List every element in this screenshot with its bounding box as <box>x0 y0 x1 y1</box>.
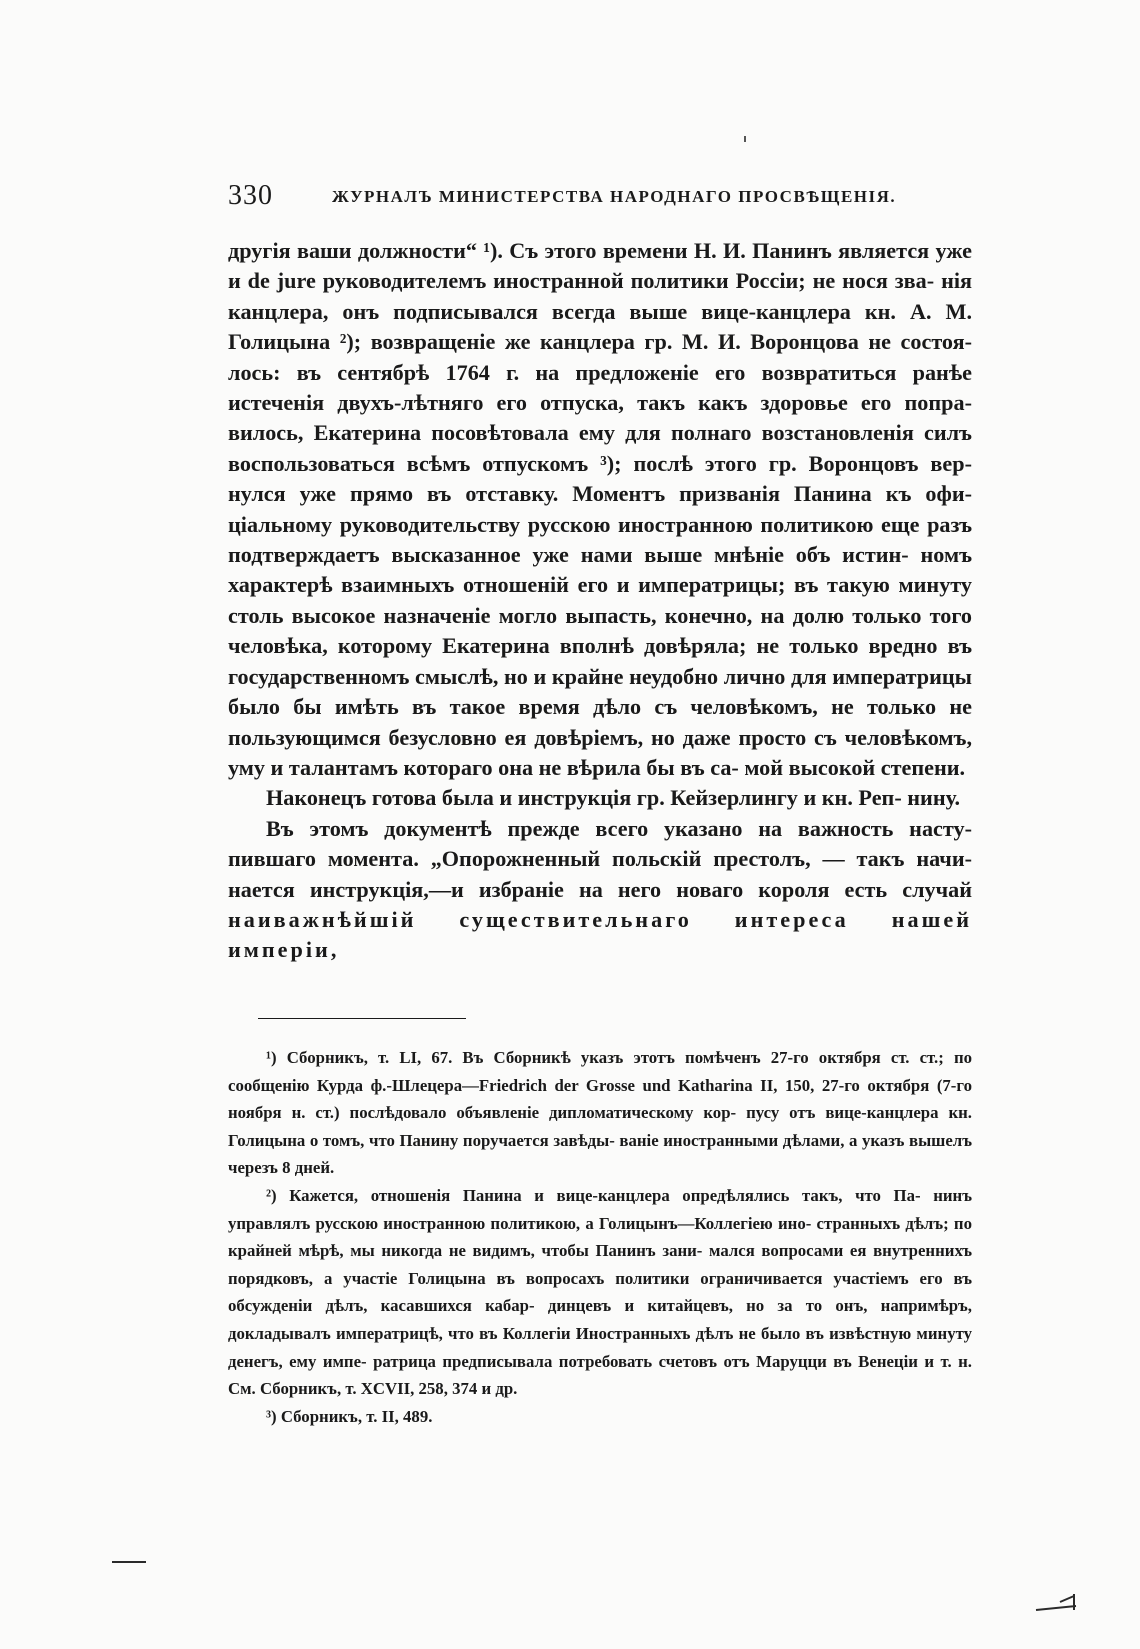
text-line: нается инструкція,—и избраніе на него новаго короля есть случай <box>228 876 972 902</box>
text-line: императрицы было бы имѣть въ такое время дѣло съ человѣкомъ, <box>228 663 973 720</box>
page-number: 330 <box>228 180 273 211</box>
footnote-line: мался вопросами ея внутреннихъ порядковъ, а участіе Голицына въ вопросахъ <box>228 1241 972 1288</box>
text-line: истеченія двухъ-лѣтняго его отпуска, такъ какъ здоровье его попра- <box>228 390 972 416</box>
paragraph <box>228 814 972 966</box>
footnote <box>228 1182 972 1403</box>
text-line: другія ваши должности“ ¹). Съ этого времени Н. И. Панинъ является <box>228 238 930 263</box>
text-line: только того человѣка, которому Екатерина вполнѣ довѣряла; не только <box>228 602 972 659</box>
footnote-line: ваніе иностранными дѣлами, а указъ вышелъ черезъ 8 дней. <box>228 1130 972 1178</box>
text-line: ціальному руководительству русскою иностранною политикою еще <box>228 511 920 537</box>
body-text <box>228 236 972 966</box>
text-line: пившаго момента. „Опорожненный польскій престолъ, — такъ начи- <box>228 846 972 872</box>
footnote-line: нинъ управлялъ русскою иностранною политикою, а Голицынъ—Коллегіею ино- <box>228 1185 972 1233</box>
footnote-line: по сообщенію Курда ф.-Шлецера—Friedrich der Grosse und Katharina II, 150, <box>228 1048 972 1095</box>
text-line: нія канцлера, онъ подписывался всегда выше вице-канцлера кн. А. М. <box>228 268 973 324</box>
text-line: съ человѣкомъ, уму и талантамъ котораго она не вѣрила бы въ са- <box>228 724 973 780</box>
text-line: вредно въ государственномъ смыслѣ, но и крайне неудобно лично для <box>228 633 973 689</box>
footnote-line: странныхъ дѣлъ; по крайней мѣрѣ, мы никогда не видимъ, чтобы Панинъ зани- <box>228 1213 972 1261</box>
text-line: нулся уже прямо въ отставку. Моментъ призванія Панина къ офи- <box>228 481 972 507</box>
paragraph <box>228 783 972 813</box>
text-line: номъ характерѣ взаимныхъ отношеній его и императрицы; въ такую <box>228 542 973 598</box>
footnote-line: въ Коллегіи Иностранныхъ дѣлъ не было въ извѣстную минуту денегъ, ему импе- <box>228 1323 972 1371</box>
text-line: разъ подтверждаетъ высказанное уже нами выше мнѣніе объ истин- <box>228 511 972 568</box>
scan-dash-mark <box>112 1561 146 1563</box>
text-line: воспользоваться всѣмъ отпускомъ ³); послѣ этого гр. Воронцовъ вер- <box>228 450 972 476</box>
text-line: Голицына ²); возвращеніе же канцлера гр. М. И. Воронцова не состоя- <box>228 329 972 355</box>
text-line: лось: въ сентябрѣ 1764 г. на предложеніе его возвратиться ранѣе <box>228 359 972 385</box>
footnote-line: динцевъ и китайцевъ, но за то онъ, напримѣръ, докладывалъ императрицѣ, что <box>228 1296 973 1343</box>
scan-speck <box>744 136 746 142</box>
footnote-line: ратрица предписывала потребовать счетовъ отъ Маруцци въ Венеціи и т. н. См. <box>228 1351 972 1399</box>
footnote-separator <box>258 1018 466 1019</box>
footnote-line: ²) Кажется, отношенія Панина и вице-канцлера опредѣлялись такъ, что Па- <box>266 1185 921 1205</box>
text-line: Наконецъ готова была и инструкція гр. Кейзерлингу и кн. Реп- <box>266 785 902 811</box>
footnote <box>228 1044 972 1182</box>
text-line: наиважнѣйшій существительнаго интереса нашей имперіи, <box>228 906 972 963</box>
text-line: нину. <box>907 785 961 811</box>
text-line: вилось, Екатерина посовѣтовала ему для полнаго возстановленія силъ <box>228 420 972 446</box>
paragraph <box>228 236 972 783</box>
footnotes <box>228 1044 972 1430</box>
footnote-line: Сборникъ, т. XCVII, 258, 374 и др. <box>259 1379 518 1399</box>
footnote-line: политики ограничивается участіемъ его въ обсужденіи дѣлъ, касавшихся кабар- <box>228 1268 972 1316</box>
footnote-line: ³) Сборникъ, т. II, 489. <box>266 1406 433 1426</box>
text-line: мой высокой степени. <box>744 754 966 780</box>
text-line: Въ этомъ документѣ прежде всего указано на важность насту- <box>266 815 972 841</box>
text-line: не только не пользующимся безусловно ея довѣріемъ, но даже просто <box>228 694 972 750</box>
footnote <box>228 1403 972 1431</box>
running-header <box>228 180 990 216</box>
footnote-line: ¹) Сборникъ, т. LI, 67. Въ Сборникѣ указъ этотъ помѣченъ 27-го октября ст. ст.; <box>266 1048 944 1067</box>
footnote-line: 27-го октября (7-го ноября н. ст.) послѣдовало объявленіе дипломатическому кор- <box>228 1075 972 1123</box>
footnote-line: пусу отъ вице-канцлера кн. Голицына о томъ, что Панину поручается завѣды- <box>228 1103 972 1150</box>
scan-corner-mark <box>1034 1590 1078 1614</box>
running-title: ЖУРНАЛЪ МИНИСТЕРСТВА НАРОДНАГО ПРОСВѢЩЕНІЯ. <box>332 187 897 206</box>
text-line: минуту столь высокое назначеніе могло выпасть, конечно, на долю <box>228 572 972 628</box>
text-line: уже и de jure руководителемъ иностранной политики Россіи; не нося зва- <box>228 238 972 294</box>
